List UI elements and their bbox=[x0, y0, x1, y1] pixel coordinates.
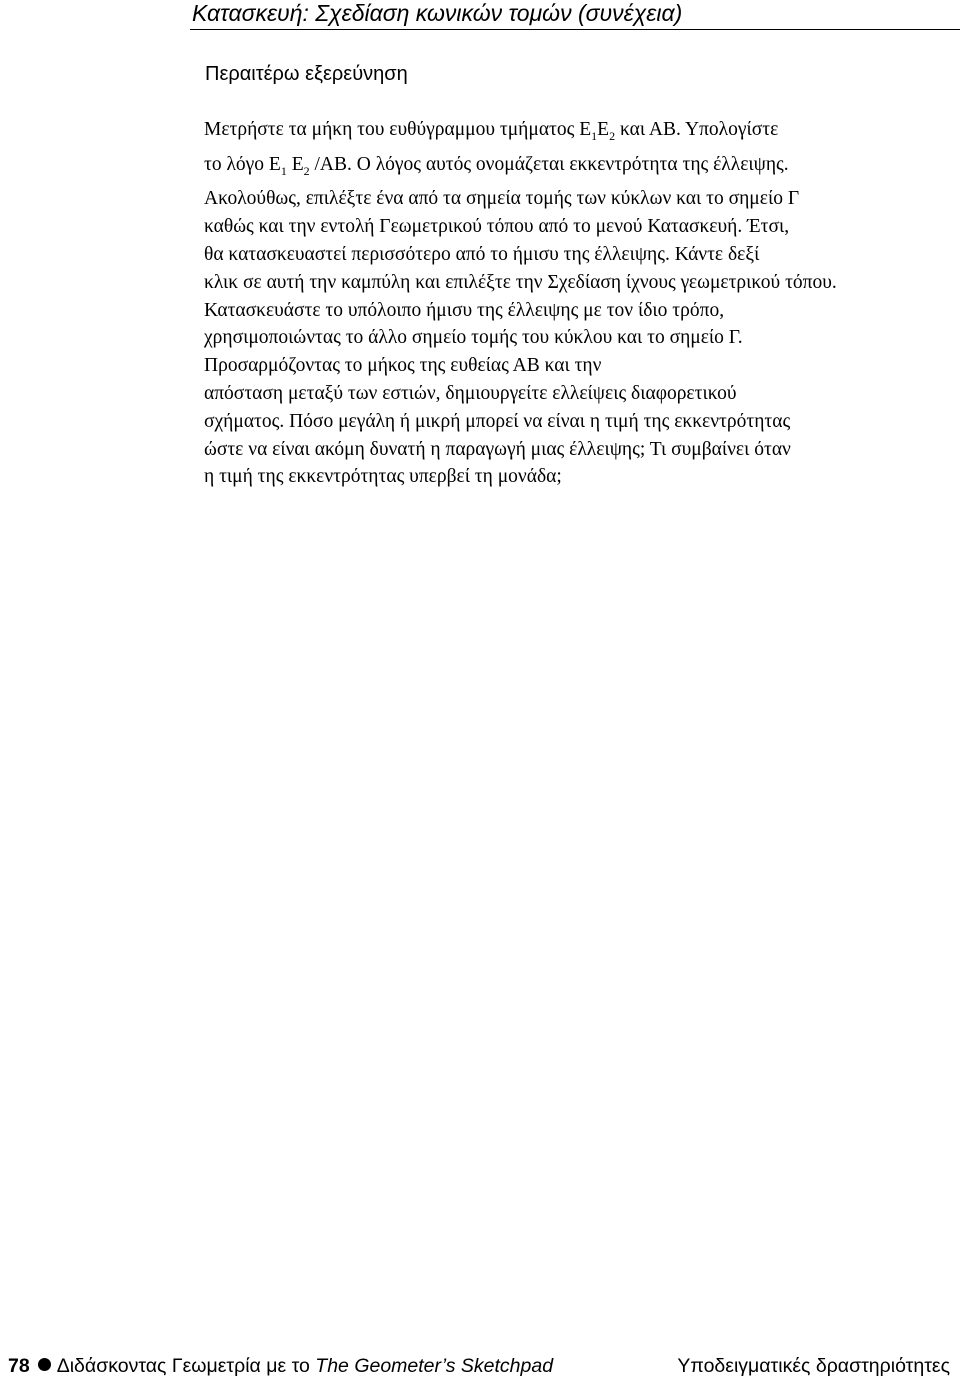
bullet-icon bbox=[38, 1358, 51, 1371]
section-heading: Περαιτέρω εξερεύνηση bbox=[205, 63, 408, 85]
subscript: 2 bbox=[303, 163, 310, 178]
page-title: Κατασκευή: Σχεδίαση κωνικών τομών (συνέχεια) bbox=[192, 0, 683, 26]
body-line: το λόγο $E_1$ $E_2$ /ΑΒ. Ο λόγος αυτός ονομάζεται εκκεντρότητα της έλλειψης. bbox=[204, 153, 789, 178]
book-title: Διδάσκοντας Γεωμετρία με το bbox=[56, 1355, 316, 1377]
body-line: ώστε να είναι ακόμη δυνατή η παραγωγή μιας έλλειψης; Τι συμβαίνει όταν bbox=[204, 438, 791, 460]
subscript: 1 bbox=[280, 163, 287, 178]
body-line: η τιμή της εκκεντρότητας υπερβεί τη μονάδα; bbox=[204, 466, 562, 488]
body-line: απόσταση μεταξύ των εστιών, δημιουργείτε ελλείψεις διαφορετικού bbox=[204, 382, 737, 404]
body-line: Μετρήστε τα μήκη του ευθύγραμμου τμήματος $E_1E_2$ και ΑΒ. Υπολογίστε bbox=[204, 119, 779, 143]
body-line: Προσαρμόζοντας το μήκος της ευθείας ΑΒ και την bbox=[204, 355, 602, 377]
body-line: Ακολούθως, επιλέξτε ένα από τα σημεία τομής των κύκλων και το σημείο Γ bbox=[204, 188, 800, 210]
page-number: 78 bbox=[8, 1355, 30, 1377]
body-line: θα κατασκευαστεί περισσότερο από το ήμισυ της έλλειψης. Κάντε δεξί bbox=[204, 243, 760, 265]
body-line: Κατασκευάστε το υπόλοιπο ήμισυ της έλλειψης με τον ίδιο τρόπο, bbox=[204, 299, 725, 321]
footer-section-name: Υποδειγματικές δραστηριότητες bbox=[677, 1355, 950, 1377]
subscript: 1 bbox=[591, 128, 598, 143]
body-paragraph bbox=[204, 116, 924, 491]
body-line: χρησιμοποιώντας το άλλο σημείο τομής του κύκλου και το σημείο Γ. bbox=[204, 327, 743, 349]
page-footer bbox=[0, 1355, 960, 1385]
footer-book-info bbox=[8, 1355, 553, 1377]
body-line: καθώς και την εντολή Γεωμετρικού τόπου από το μενού Κατασκευή. Έτσι, bbox=[204, 216, 790, 238]
body-line: κλικ σε αυτή την καμπύλη και επιλέξτε την Σχεδίαση ίχνους γεωμετρικού τόπου. bbox=[204, 271, 837, 293]
header-bar bbox=[190, 0, 960, 30]
book-title-italic: The Geometer’s Sketchpad bbox=[315, 1355, 554, 1377]
body-line: σχήματος. Πόσο μεγάλη ή μικρή μπορεί να είναι η τιμή της εκκεντρότητας bbox=[204, 410, 791, 432]
subscript: 2 bbox=[609, 128, 616, 143]
